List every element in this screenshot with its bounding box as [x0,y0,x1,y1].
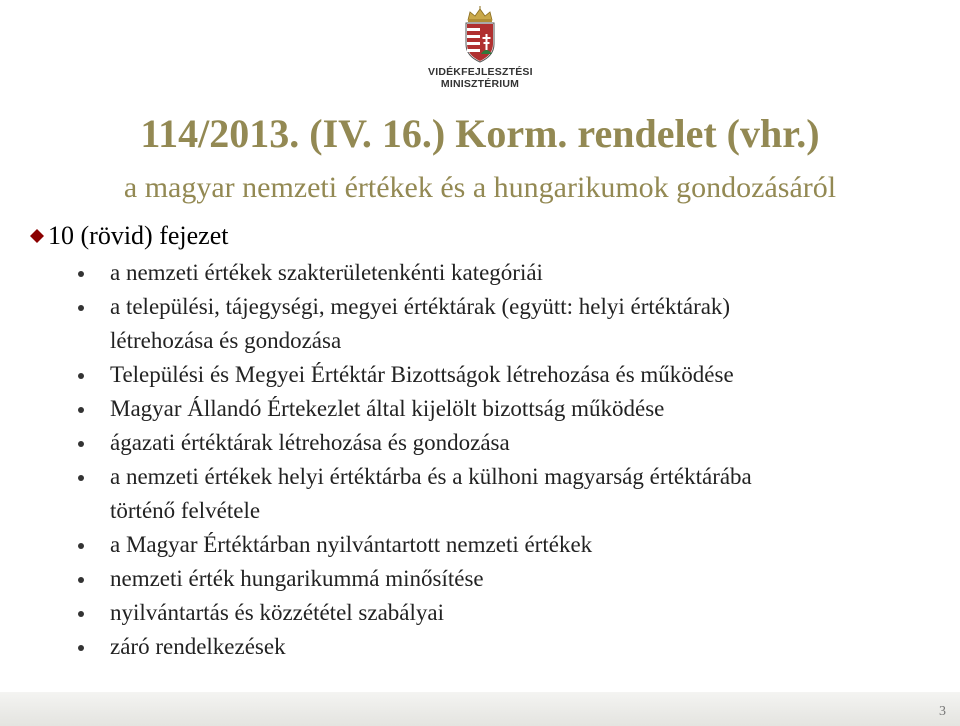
list-item-text: a Magyar Értéktárban nyilvántartott nemzeti értékek [110,532,593,557]
ministry-logo [428,6,532,94]
list-item [76,562,946,596]
diamond-bullet-icon [30,229,44,243]
bullet-dot-icon [78,645,84,651]
bullet-dot-icon [78,373,84,379]
list-item [76,290,946,324]
slide-title: 114/2013. (IV. 16.) Korm. rendelet (vhr.) [140,111,820,156]
page-number: 3 [939,704,946,719]
list-item-text: létrehozása és gondozása [110,328,342,353]
footer-bar [0,692,960,726]
list-item [76,460,946,494]
list-item-text: ágazati értéktárak létrehozása és gondozása [110,430,510,455]
logo-text [428,66,532,90]
list-item [76,392,946,426]
bullet-dot-icon [78,577,84,583]
list-item-text: záró rendelkezések [110,634,286,659]
list-item-text: nyilvántartás és közzététel szabályai [110,600,444,625]
coat-of-arms-icon [458,6,502,64]
bullet-dot-icon [78,407,84,413]
list-item-text: történő felvétele [110,498,261,523]
bullet-dot-icon [78,271,84,277]
logo-line-1: VIDÉKFEJLESZTÉSI [428,66,533,78]
list-item-continuation [76,494,946,528]
level1-text: 10 (rövid) fejezet [48,221,229,250]
bullet-dot-icon [78,611,84,617]
bullet-dot-icon [78,475,84,481]
list-item [76,528,946,562]
list-item-text: a nemzeti értékek szakterületenkénti kategóriái [110,260,543,285]
list-item [76,630,946,664]
bullet-dot-icon [78,441,84,447]
bullet-dot-icon [78,543,84,549]
slide-subtitle: a magyar nemzeti értékek és a hungarikumok gondozásáról [123,171,837,204]
list-item [76,426,946,460]
logo-line-2: MINISZTÉRIUM [440,78,520,90]
list-item-text: Magyar Állandó Értekezlet által kijelölt bizottság működése [110,396,665,421]
list-item-text: a települési, tájegységi, megyei értéktárak (együtt: helyi értéktárak) [110,294,731,319]
list-item [76,596,946,630]
list-item-text: a nemzeti értékek helyi értéktárba és a külhoni magyarság értéktárába [110,464,752,489]
bullet-dot-icon [78,305,84,311]
list-item-text: nemzeti érték hungarikummá minősítése [110,566,484,591]
list-item-text: Települési és Megyei Értéktár Bizottságok létrehozása és működése [110,362,734,387]
list-item-continuation [76,324,946,358]
bullet-list [76,256,946,664]
list-item [76,358,946,392]
list-item [76,256,946,290]
